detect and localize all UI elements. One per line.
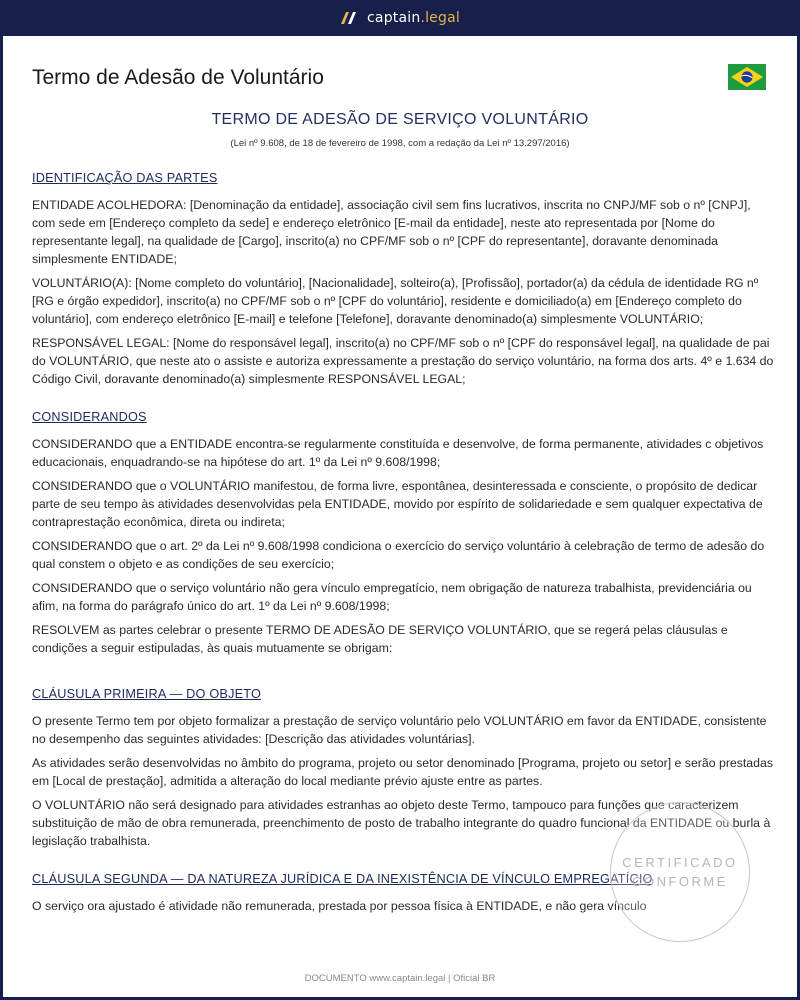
section-heading-clausula-segunda: CLÁUSULA SEGUNDA — DA NATUREZA JURÍDICA E DA INEXISTÊNCIA DE VÍNCULO EMPREGATÍCIO <box>32 872 653 886</box>
paragraph: CONSIDERANDO que a ENTIDADE encontra-se regularmente constituída e desenvolve, de forma permanente, atividades c objetivos educacionais, enquadrando-se na hipótese do art. 1º da Lei nº 9.608/1998; <box>32 437 764 469</box>
paragraph: RESOLVEM as partes celebrar o presente TERMO DE ADESÃO DE SERVIÇO VOLUNTÁRIO, que se regerá pelas cláusulas e condições a seguir estipuladas, às quais mutuamente se obrigam: <box>32 623 728 655</box>
document-page <box>3 36 797 997</box>
brand[interactable] <box>340 10 460 26</box>
paragraph: CONSIDERANDO que o art. 2º da Lei nº 9.608/1998 condiciona o exercício do serviço voluntário à celebração de termo de adesão do qual constem o objeto e as condições de seu exercício; <box>32 539 765 571</box>
paragraph: CONSIDERANDO que o serviço voluntário não gera vínculo empregatício, nem obrigação de natureza trabalhista, previdenciária ou afim, na forma do parágrafo único do art. 1º da Lei nº 9.608/1998; <box>32 581 752 613</box>
captain-logo-icon <box>340 11 358 25</box>
stamp-line-2: CONFORME <box>632 874 728 889</box>
paragraph: O presente Termo tem por objeto formalizar a prestação de serviço voluntário pelo VOLUNTÁRIO em favor da ENTIDADE, consistente no desempenho das seguintes atividades: [Descrição das atividades voluntárias]. <box>32 714 767 746</box>
section-heading-identificacao: IDENTIFICAÇÃO DAS PARTES <box>32 171 218 185</box>
paragraph: O serviço ora ajustado é atividade não remunerada, prestada por pessoa física à ENTIDADE, e não gera vínculo <box>32 899 647 913</box>
subtitle: (Lei nº 9.608, de 18 de fevereiro de 1998, com a redação da Lei nº 13.297/2016) <box>230 138 570 149</box>
brazil-flag-icon <box>728 64 766 90</box>
page-footer: DOCUMENTO www.captain.legal | Oficial BR <box>304 973 496 984</box>
certification-stamp <box>610 802 750 942</box>
paragraph: ENTIDADE ACOLHEDORA: [Denominação da entidade], associação civil sem fins lucrativos, inscrita no CNPJ/MF sob o nº [CNPJ], com sede em [Endereço completo da sede] e endereço eletrônico [E-mail da entidade], neste ato representada por [Nome do representante legal], na qualidade de [Cargo], inscrito(a) no CPF/MF sob o nº [CPF do representante], doravante denominada simplesmente ENTIDADE; <box>32 198 751 266</box>
document-title: Termo de Adesão de Voluntário <box>32 66 324 89</box>
paragraph: VOLUNTÁRIO(A): [Nome completo do voluntário], [Nacionalidade], solteiro(a), [Profissão], portador(a) da cédula de identidade RG nº [RG e órgão expedidor], inscrito(a) no CPF/MF sob o nº [CPF do voluntário], residente e domiciliado(a) em [Endereço completo do voluntário], com endereço eletrônico [E-mail] e telefone [Telefone], doravante denominado(a) simplesmente VOLUNTÁRIO; <box>32 276 759 326</box>
top-bar <box>0 0 800 36</box>
paragraph: RESPONSÁVEL LEGAL: [Nome do responsável legal], inscrito(a) no CPF/MF sob o nº [CPF do responsável legal], na qualidade de pai do VOLUNTÁRIO, que neste ato o assiste e autoriza expressamente a prestação do serviço voluntário, na forma dos arts. 4º e 1.634 do Código Civil, doravante denominado(a) simplesmente RESPONSÁVEL LEGAL; <box>32 336 774 386</box>
stamp-line-1: CERTIFICADO <box>622 855 738 870</box>
paragraph: CONSIDERANDO que o VOLUNTÁRIO manifestou, de forma livre, espontânea, desinteressada e consciente, o propósito de dedicar parte de seu tempo às atividades desenvolvidas pela ENTIDADE, movido por espírito de solidariedade e sem qualquer expectativa de contraprestação econômica, direta ou indireta; <box>32 479 763 529</box>
section-heading-considerandos: CONSIDERANDOS <box>32 410 147 424</box>
section-heading-clausula-primeira: CLÁUSULA PRIMEIRA — DO OBJETO <box>32 687 262 701</box>
paragraph: As atividades serão desenvolvidas no âmbito do programa, projeto ou setor denominado [Programa, projeto ou setor] e serão prestadas em [Local de prestação], admitida a alteração do local mediante prévio ajuste entre as partes. <box>32 756 773 788</box>
brand-name: captain.legal <box>367 10 460 26</box>
paragraph: O VOLUNTÁRIO não será designado para atividades estranhas ao objeto deste Termo, tampouco para funções que caracterizem substituição de mão de obra remunerada, preenchimento de posto de trabalho integrante do quadro funcional da ENTIDADE ou burla à legislação trabalhista. <box>32 798 771 848</box>
main-title: TERMO DE ADESÃO DE SERVIÇO VOLUNTÁRIO <box>211 111 589 128</box>
